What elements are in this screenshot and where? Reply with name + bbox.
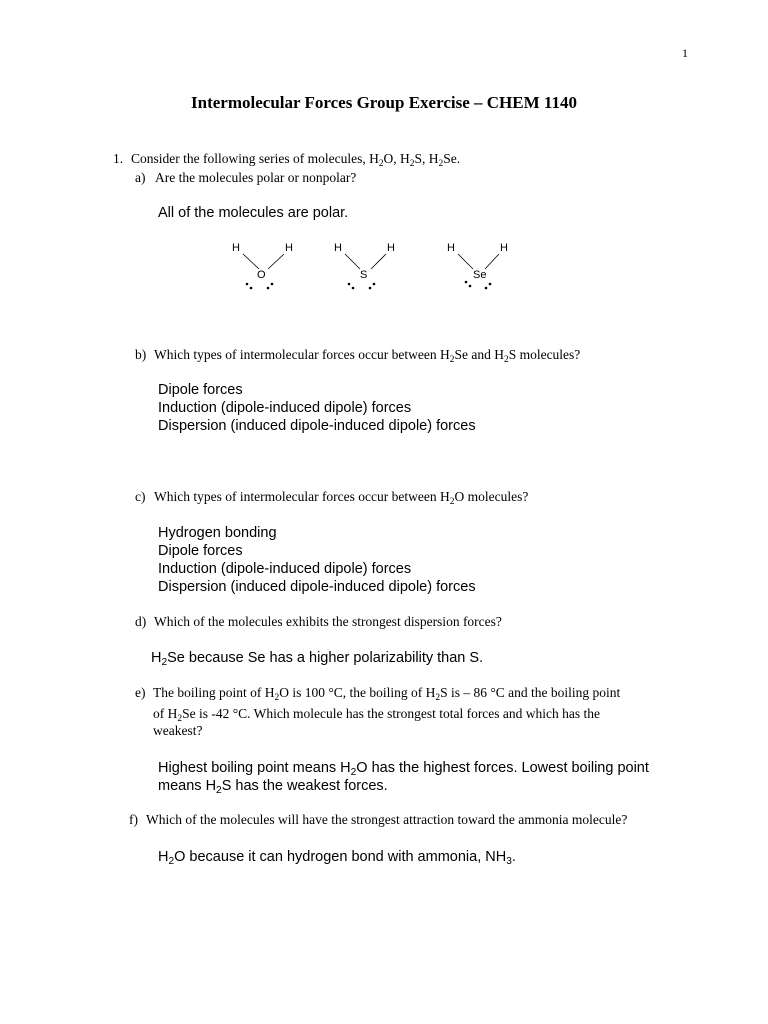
part-f-question: Which of the molecules will have the strongest attraction toward the ammonia molecule? <box>146 812 628 827</box>
h2s-center-atom: S <box>360 269 368 281</box>
part-e-question-line-3: weakest? <box>153 723 203 738</box>
part-a-question: Are the molecules polar or nonpolar? <box>155 170 357 185</box>
h2se-structure <box>447 242 508 289</box>
part-c-answer-3: Induction (dipole-induced dipole) forces <box>158 561 412 577</box>
molecule-structures <box>215 236 525 298</box>
h2o-lone-pairs <box>246 283 274 290</box>
part-b-question: Which types of intermolecular forces occur between $H_2Se$ and $H_2S$ molecules? <box>154 347 581 365</box>
part-c-answer-4: Dispersion (induced dipole-induced dipole) forces <box>158 579 476 595</box>
part-d-answer: $H_2Se$ because Se has a higher polarizability than S. <box>151 650 484 668</box>
h2o-h-left: H <box>232 242 240 254</box>
question-1-number: 1. <box>113 151 124 166</box>
question-1-intro: Consider the following series of molecules, $H_2O$, $H_2S$, $H_2Se$. <box>131 151 461 169</box>
part-f-label: f) <box>129 812 138 827</box>
part-c-answer-2: Dipole forces <box>158 543 243 559</box>
part-b-answer-1: Dipole forces <box>158 382 243 398</box>
part-e-question-line-2: of $H_2Se$ is -42 °C. Which molecule has the strongest total forces and which has the <box>153 706 601 724</box>
part-a-label: a) <box>135 170 146 185</box>
part-a-answer: All of the molecules are polar. <box>158 205 349 221</box>
h2se-h-right: H <box>500 242 508 254</box>
part-e-answer-line-2: means $H_2S$ has the weakest forces. <box>158 778 388 796</box>
part-c-question: Which types of intermolecular forces occur between $H_2O$ molecules? <box>154 489 529 507</box>
h2o-center-atom: O <box>257 269 266 281</box>
part-b-answer-2: Induction (dipole-induced dipole) forces <box>158 400 412 416</box>
h2o-structure <box>232 242 293 289</box>
part-f-answer: $H_2O$ because it can hydrogen bond with ammonia, $NH_3$. <box>158 849 516 867</box>
part-d-label: d) <box>135 614 147 629</box>
h2o-h-right: H <box>285 242 293 254</box>
h2se-h-left: H <box>447 242 455 254</box>
h2s-structure <box>334 242 395 289</box>
part-e-question-line-1: The boiling point of $H_2O$ is 100 °C, the boiling of $H_2S$ is – 86 °C and the boiling point <box>153 685 621 703</box>
h2se-lone-pairs <box>465 281 492 290</box>
page-title: Intermolecular Forces Group Exercise – CHEM 1140 <box>191 93 577 112</box>
part-c-label: c) <box>135 489 146 504</box>
part-b-label: b) <box>135 347 147 362</box>
h2s-h-left: H <box>334 242 342 254</box>
page-number: 1 <box>682 46 688 60</box>
h2s-h-right: H <box>387 242 395 254</box>
h2s-lone-pairs <box>348 283 376 290</box>
h2se-center-atom: Se <box>473 269 487 281</box>
part-d-question: Which of the molecules exhibits the strongest dispersion forces? <box>154 614 502 629</box>
part-e-answer-line-1: Highest boiling point means $H_2O$ has the highest forces. Lowest boiling point <box>158 760 649 778</box>
part-e-label: e) <box>135 685 146 700</box>
part-c-answer-1: Hydrogen bonding <box>158 525 277 541</box>
part-b-answer-3: Dispersion (induced dipole-induced dipole) forces <box>158 418 476 434</box>
